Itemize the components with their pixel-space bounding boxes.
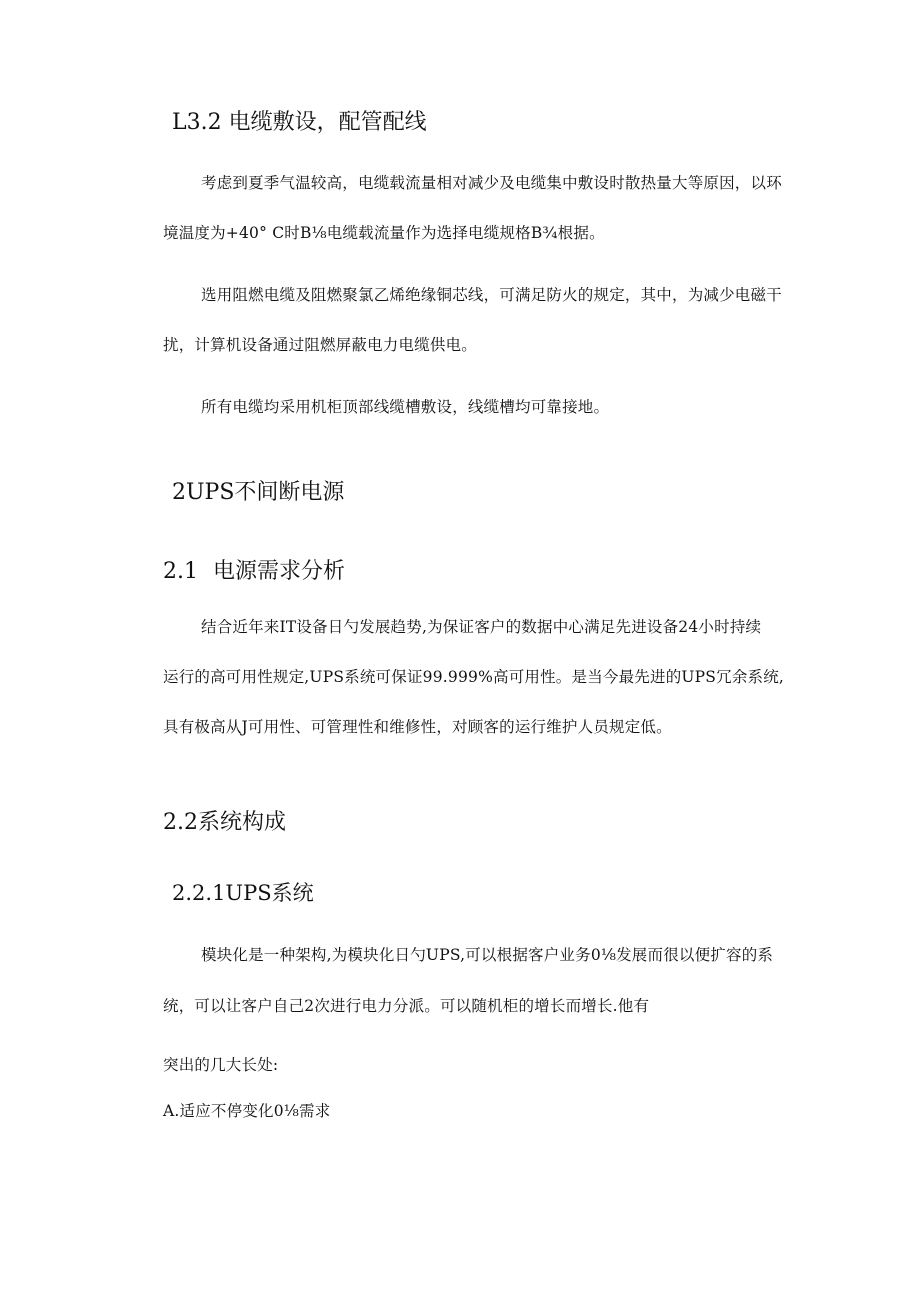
heading-2-2: 2.2系统构成 xyxy=(163,810,286,835)
paragraph-2-line-2: 扰，计算机设备通过阻燃屏蔽电力电缆供电。 xyxy=(163,336,478,354)
paragraph-4-line-3: 具有极高从J可用性、可管理性和维修性，对顾客的运行维护人员规定低。 xyxy=(163,718,672,736)
paragraph-1-line-1: 考虑到夏季气温较高，电缆载流量相对减少及电缆集中敷设时散热量大等原因，以环 xyxy=(201,174,782,192)
paragraph-5-line-2: 统，可以让客户自己2次进行电力分派。可以随机柜的增长而增长.他有 xyxy=(163,997,650,1015)
heading-2-1-title: 电源需求分析 xyxy=(213,559,346,584)
paragraph-2-line-1: 选用阻燃电缆及阻燃聚氯乙烯绝缘铜芯线，可满足防火的规定，其中，为减少电磁干 xyxy=(201,286,782,304)
paragraph-5-line-1: 模块化是一种架构,为模块化日勺UPS,可以根据客户业务0⅛发展而很以便扩容的系 xyxy=(201,946,774,964)
heading-2-2-1: 2.2.1UPS系统 xyxy=(172,881,314,905)
heading-1-3-2: L3.2 电缆敷设，配管配线 xyxy=(172,110,427,135)
heading-2-1 xyxy=(163,561,345,583)
heading-2-1-number: 2.1 xyxy=(163,559,198,584)
paragraph-1-line-2: 境温度为+40° C时B⅛电缆载流量作为选择电缆规格B¾根据。 xyxy=(163,224,605,242)
paragraph-4-line-1: 结合近年来IT设备日勺发展趋势,为保证客户的数据中心满足先进设备24小时持续 xyxy=(201,618,762,636)
paragraph-6: 突出的几大长处: xyxy=(163,1056,279,1074)
paragraph-4-line-2: 运行的高可用性规定,UPS系统可保证99.999%高可用性。是当今最先进的UPS冗余系统, xyxy=(163,668,785,686)
paragraph-3: 所有电缆均采用机柜顶部线缆槽敷设，线缆槽均可靠接地。 xyxy=(201,398,610,416)
list-item-a: A.适应不停变化0⅛需求 xyxy=(163,1102,331,1120)
heading-2: 2UPS不间断电源 xyxy=(172,480,345,505)
